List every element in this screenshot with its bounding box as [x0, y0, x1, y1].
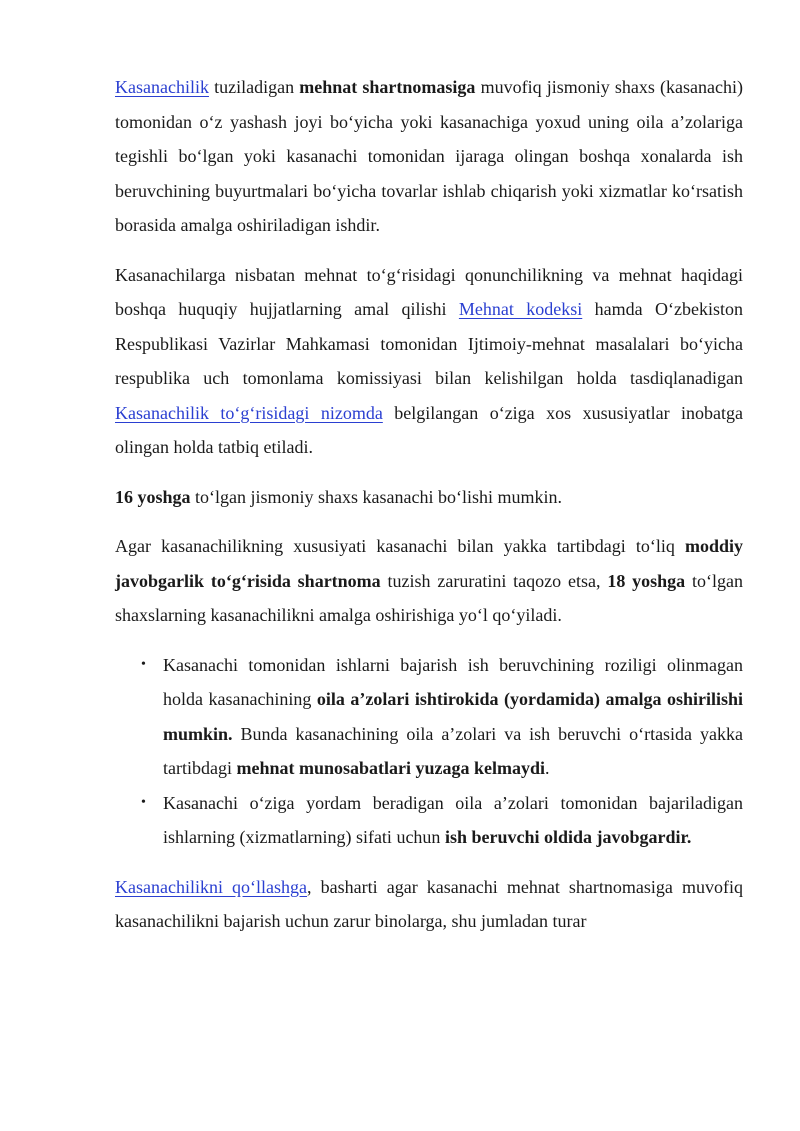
bullet-marker: •	[141, 656, 146, 672]
document-page	[115, 70, 743, 954]
link-mehnat-kodeksi[interactable]: Mehnat kodeksi	[458, 299, 583, 319]
paragraph-application: Kasanachilikni qo‘llashga, basharti agar kasanachi mehnat shartnomasiga muvofiq kasanachilikni bajarish uchun zarur binolarga, shu jumladan turar	[115, 876, 743, 931]
bullet-list	[115, 648, 743, 855]
link-kasanachilikni-qollashga[interactable]: Kasanachilikni qo‘llashga	[115, 876, 308, 897]
paragraph-age-16: 16 yoshga to‘lgan jismoniy shaxs kasanachi bo‘lishi mumkin.	[115, 486, 562, 507]
bullet-item-family-help: • Kasanachi tomonidan ishlarni bajarish ish beruvchining roziligi olinmagan holda kasanachining oila a’zolari ishtirokida (yordamida) amalga oshirilishi mumkin. Bunda kasanachining oila a’zolari va ish beruvchi o‘rtasida yakka tartibdagi mehnat munosabatlari yuzaga kelmaydi.	[115, 648, 743, 786]
paragraph-legislation: Kasanachilarga nisbatan mehnat to‘g‘risidagi qonunchilikning va mehnat haqidagi boshqa huquqiy hujjatlarning amal qilishi Mehnat kodeksi hamda O‘zbekiston Respublikasi Vazirlar Mahkamasi tomonidan Ijtimoiy-mehnat masalalari bo‘yicha respublika uch tomonlama komissiyasi bilan kelishilgan holda tasdiqlanadigan Kasanachilik to‘g‘risidagi nizomda belgilangan o‘ziga xos xususiyatlar inobatga olingan holda tatbiq etiladi.	[115, 264, 743, 457]
bullet-marker: •	[141, 794, 146, 810]
paragraph-definition: Kasanachilik tuziladigan mehnat shartnomasiga muvofiq jismoniy shaxs (kasanachi) tomonidan o‘z yashash joyi bo‘yicha yoki kasanachiga yoxud uning oila a’zolariga tegishli bo‘lgan yoki kasanachi tomonidan ijaraga olingan boshqa xonalarda ish beruvchining buyurtmalari bo‘yicha tovarlar ishlab chiqarish yoki xizmatlar ko‘rsatish borasida amalga oshiriladigan ishdir.	[115, 77, 743, 235]
link-kasanachilik-nizom[interactable]: Kasanachilik to‘g‘risidagi nizomda	[115, 402, 383, 423]
bullet-item-responsibility: • Kasanachi o‘ziga yordam beradigan oila a’zolari tomonidan bajariladigan ishlarning (xizmatlarning) sifati uchun ish beruvchi oldida javobgardir.	[115, 786, 743, 855]
link-kasanachilik[interactable]: Kasanachilik	[115, 77, 209, 97]
paragraph-age-18: Agar kasanachilikning xususiyati kasanachi bilan yakka tartibdagi to‘liq moddiy javobgarlik to‘g‘risida shartnoma tuzish zaruratini taqozo etsa, 18 yoshga to‘lgan shaxslarning kasanachilikni amalga oshirishiga yo‘l qo‘yiladi.	[115, 536, 743, 625]
